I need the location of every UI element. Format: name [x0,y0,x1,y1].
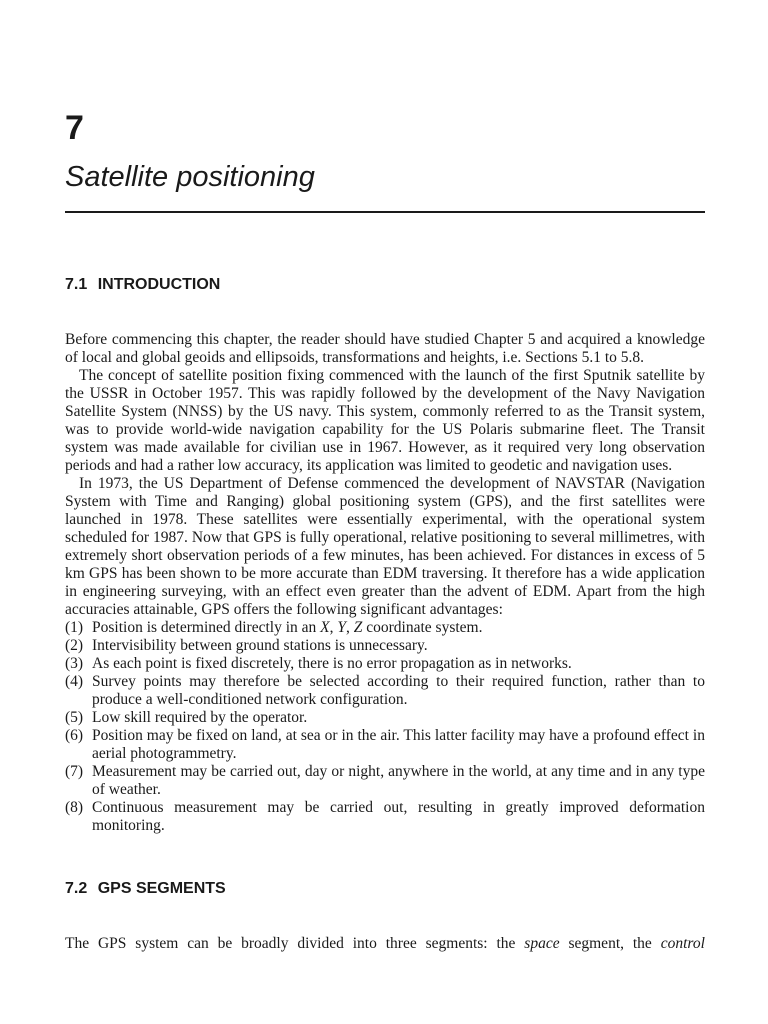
list-marker: (1) [65,619,84,636]
list-marker: (6) [65,727,84,744]
list-marker: (3) [65,655,84,672]
paragraph: In 1973, the US Department of Defense commenced the development of NAVSTAR (Navigation System with Time and Ranging) global positioning system (GPS), and the first satellites were launched in 1978. These satellites were essentially experimental, with the operational system scheduled for 1987. Now that GPS is fully operational, relative positioning to several millimetres, with extremely short observation periods of a few minutes, has been achieved. For distances in excess of 5 km GPS has been shown to be more accurate than EDM traversing. It therefore has a wide application in engineering surveying, with an effect even greater than the advent of EDM. Apart from the high accuracies attainable, GPS offers the following significant advantages: [65,475,705,618]
list-item-text: Low skill required by the operator. [92,709,308,726]
list-item-text: As each point is fixed discretely, there is no error propagation as in networks. [92,655,572,672]
section-title: GPS SEGMENTS [97,880,226,897]
list-marker: (7) [65,763,84,780]
advantages-list [65,619,705,835]
list-marker: (5) [65,709,84,726]
list-item [65,727,705,763]
gps-segments-body [65,935,705,953]
list-item-text: Survey points may therefore be selected according to their required function, rather than to produce a well-conditioned network configuration. [92,673,705,708]
introduction-body [65,331,705,835]
paragraph: The concept of satellite position fixing commenced with the launch of the first Sputnik satellite by the USSR in October 1957. This was rapidly followed by the development of the Navy Navigation Satellite System (NNSS) by the US navy. This system, commonly referred to as the Transit system, was to provide world-wide navigation capability for the US Polaris submarine fleet. The Transit system was made available for civilian use in 1967. However, as it required very long observation periods and had a rather low accuracy, its application was limited to geodetic and navigation uses. [65,367,705,474]
emphasis-control: control [660,935,705,952]
section-number: 7.1 [65,276,88,293]
section-heading-gps-segments [65,879,226,899]
section-heading-introduction [65,275,220,295]
list-item-text: Intervisibility between ground stations is unnecessary. [92,637,428,654]
list-item-text: Position may be fixed on land, at sea or in the air. This latter facility may have a profound effect in aerial photogrammetry. [92,727,705,762]
list-item-text: Position is determined directly in an X, Y, Z coordinate system. [92,619,483,636]
list-marker: (2) [65,637,84,654]
list-item-text: Measurement may be carried out, day or night, anywhere in the world, at any time and in any type of weather. [92,763,705,798]
list-item [65,637,705,655]
chapter-title: Satellite positioning [65,161,315,193]
emphasis-space: space [524,935,560,952]
list-item [65,799,705,835]
list-item [65,655,705,673]
list-item [65,673,705,709]
section-title: INTRODUCTION [97,276,221,293]
list-marker: (4) [65,673,84,690]
list-item-text: Continuous measurement may be carried out, resulting in greatly improved deformation monitoring. [92,799,705,834]
chapter-divider [65,211,705,213]
paragraph: Before commencing this chapter, the reader should have studied Chapter 5 and acquired a knowledge of local and global geoids and ellipsoids, transformations and heights, i.e. Sections 5.1 to 5.8. [65,331,705,366]
paragraph-line: The GPS system can be broadly divided into three segments: the space segment, the control [65,935,705,952]
section-number: 7.2 [65,880,88,897]
list-item [65,763,705,799]
chapter-number: 7 [65,109,84,147]
list-item [65,709,705,727]
list-marker: (8) [65,799,84,816]
list-item [65,619,705,637]
